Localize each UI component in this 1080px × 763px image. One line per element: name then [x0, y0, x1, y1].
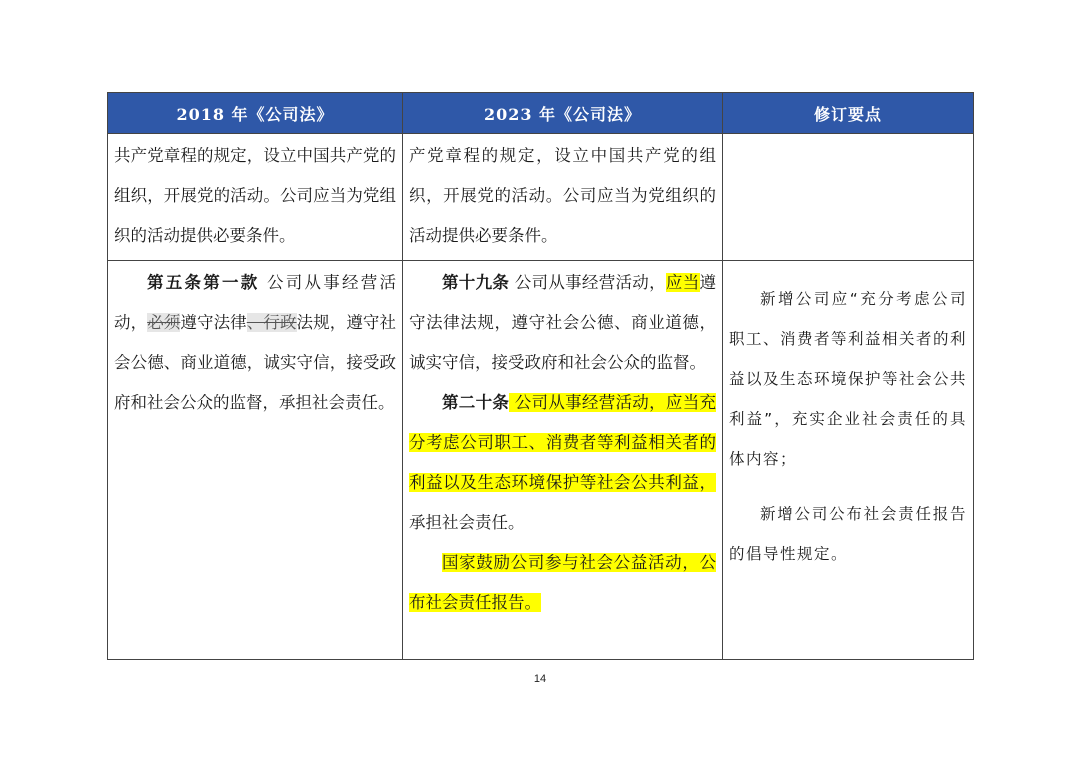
cell-notes-row2: [723, 261, 974, 660]
article-text: 遵守法律法规，遵守社会公德、商业道德，诚实守信，接受政府和社会公众的监督。: [409, 273, 716, 372]
article-paragraph: [114, 263, 396, 423]
page-number: 14: [533, 673, 547, 685]
article-text: 公司从事经营活动，: [114, 273, 396, 332]
cell-text: 共产党章程的规定，设立中国共产党的组织，开展党的活动。公司应当为党组织的活动提供必要条件。: [114, 146, 396, 245]
article-number: 第十九条: [442, 273, 510, 292]
law-comparison-table: [107, 92, 974, 660]
cell-text: [723, 134, 973, 140]
deleted-text: 、行政: [246, 313, 297, 332]
cell-2023-row2: [403, 261, 723, 660]
cell-notes-row1: [723, 134, 974, 261]
article-text: 遵守法律: [180, 313, 247, 332]
revision-note: 新增公司公布社会责任报告的倡导性规定。: [729, 505, 967, 563]
header-revision-points: 修订要点: [723, 93, 974, 134]
cell-2018-row2: [108, 261, 403, 660]
highlighted-text: 国家鼓励公司参与社会公益活动，公布社会责任报告。: [409, 553, 716, 612]
article-text: 公司从事经营活动，: [509, 273, 666, 292]
article-text: 法规，遵守社会公德、商业道德，诚实守信，接受政府和社会公众的监督，承担社会责任。: [114, 313, 396, 412]
table-row: [108, 261, 974, 660]
article-paragraph: [409, 543, 716, 623]
cell-2023-row1: [403, 134, 723, 261]
article-number: 第五条第一款: [147, 273, 260, 292]
highlighted-text: 公司从事经营活动，应当充分考虑公司职工、消费者等利益相关者的利益以及生态环境保护等社会公共利益，: [409, 393, 716, 492]
deleted-text: 必须: [147, 313, 181, 332]
cell-text: 产党章程的规定，设立中国共产党的组织，开展党的活动。公司应当为党组织的活动提供必要条件。: [409, 146, 716, 245]
header-2018-law: 2018 年《公司法》: [108, 93, 403, 134]
table-row: [108, 134, 974, 261]
revision-note: 新增公司应“充分考虑公司职工、消费者等利益相关者的利益以及生态环境保护等社会公共利益”，充实企业社会责任的具体内容；: [729, 289, 968, 468]
article-number: 第二十条: [442, 393, 510, 412]
cell-2018-row1: [108, 134, 403, 261]
table-header-row: [108, 93, 974, 134]
header-2023-law: 2023 年《公司法》: [403, 93, 723, 134]
article-text: 承担社会责任。: [409, 513, 525, 532]
article-paragraph: [409, 263, 716, 383]
highlighted-text: 应当: [665, 273, 700, 292]
article-paragraph: [409, 383, 716, 543]
